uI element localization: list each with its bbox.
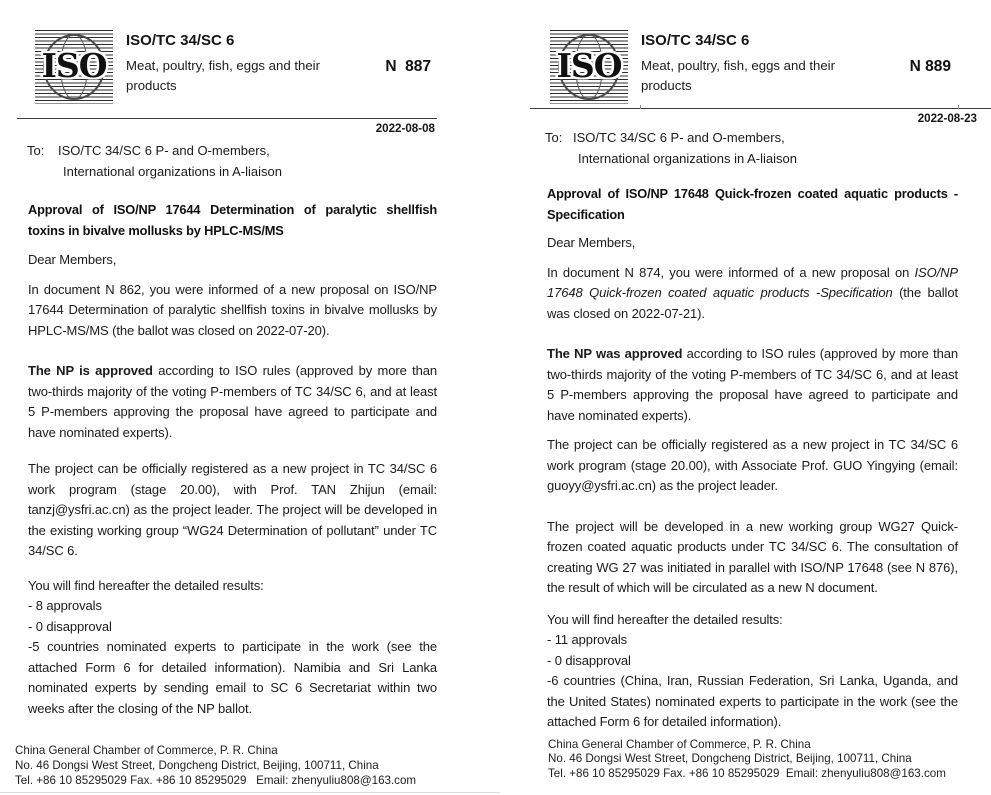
table-border-tick (640, 105, 641, 109)
results-intro: You will find hereafter the detailed results: (28, 577, 264, 593)
footer-address: No. 46 Dongsi West Street, Dongcheng District, Beijing, 100711, China (548, 752, 912, 766)
recipients-block (27, 140, 437, 182)
results-block (28, 576, 437, 720)
paragraph-project: The project can be officially registered as a new project in TC 34/SC 6 work program (stage 20.00), with Prof. TAN Zhijun (email: tanzj@ysfri.ac.cn) as the project leader. The project will be developed in the existing working group “WG24 Determination of pollutant” under TC 34/SC 6. (28, 461, 437, 558)
recipient-line: ISO/TC 34/SC 6 P- and O-members, (573, 130, 785, 145)
recipients-block (545, 127, 991, 169)
paragraph-intro (547, 263, 958, 325)
iso-logo (35, 30, 113, 104)
title-line: Specification (547, 207, 625, 222)
paragraph-approval (547, 344, 958, 426)
footer-address: No. 46 Dongsi West Street, Dongcheng District, Beijing, 100711, China (15, 758, 379, 772)
approval-bold-lead: The NP was approved (547, 346, 683, 361)
salutation: Dear Members, (547, 235, 636, 250)
document-body (547, 183, 958, 733)
result-nominations: -6 countries (China, Iran, Russian Federation, Sri Lanka, Uganda, and the United States) nominated experts to participate in the work (see the attached Form 6 for detailed information). (547, 673, 958, 729)
result-disapprovals: - 0 disapproval (547, 652, 631, 668)
paragraph-working-group: The project will be developed in a new working group WG27 Quick-frozen coated aquatic products under TC 34/SC 6. The consultation of creating WG 27 was initiated in parallel with ISO/NP 17648 (see N 876), the result of which will be circulated as a new N document. (547, 518, 958, 595)
recipient-line: ISO/TC 34/SC 6 P- and O-members, (58, 143, 270, 158)
header-rule-wrap (0, 118, 437, 119)
iso-logo-text: ISO (556, 45, 622, 85)
approval-rest: according to ISO rules (approved by more than two-thirds majority of the voting P-members of TC 34/SC 6, and at least 5 P-members approving the proposal have agreed to participate and have nominated experts). (28, 363, 438, 440)
iso-logo-text: ISO (41, 45, 107, 85)
results-intro: You will find hereafter the detailed results: (547, 611, 783, 627)
intro-italic-title: ISO/NP 17648 Quick-frozen coated aquatic products -Specification (547, 264, 958, 300)
committee-name: ISO/TC 34/SC 6 (641, 32, 750, 49)
result-disapprovals: - 0 disapproval (28, 618, 112, 634)
paragraph-approval (28, 361, 437, 443)
footer-organization: China General Chamber of Commerce, P. R. China (548, 737, 811, 751)
to-label: To: (545, 130, 563, 145)
result-approvals: - 8 approvals (28, 598, 102, 613)
document-number: N 889 (909, 58, 951, 75)
committee-scope: Meat, poultry, fish, eggs and their products (641, 58, 836, 93)
document-title (547, 183, 958, 225)
document-number: N 887 (385, 58, 431, 75)
salutation: Dear Members, (28, 252, 117, 267)
recipient-lines (573, 127, 797, 169)
document-page-n889 (530, 0, 991, 795)
committee-scope: Meat, poultry, fish, eggs and their products (126, 58, 321, 93)
title-line: Approval of ISO/NP 17644 Determination of paralytic shellfish (28, 202, 437, 217)
header-rule (530, 108, 991, 109)
paragraph-project: The project can be officially registered as a new project in TC 34/SC 6 work program (stage 20.00), with Associate Prof. GUO Yingying (email: guoyy@ysfri.ac.cn) as the project leader. (547, 437, 958, 493)
recipient-lines (58, 140, 282, 182)
footer-contact: Tel. +86 10 85295029 Fax. +86 10 85295029 Email: zhenyuliu808@163.com (15, 773, 417, 787)
document-footer (548, 738, 991, 782)
document-title (28, 199, 437, 241)
intro-pre: In document N 874, you were informed of a new proposal on (547, 264, 915, 280)
committee-name: ISO/TC 34/SC 6 (126, 32, 235, 49)
title-line: toxins in bivalve mollusks by HPLC-MS/MS (28, 223, 284, 238)
document-header (0, 30, 437, 104)
recipient-line: International organizations in A-liaison (578, 151, 797, 166)
approval-bold-lead: The NP is approved (28, 363, 153, 378)
page-bottom-edge (0, 792, 500, 793)
header-rule-wrap (530, 108, 991, 109)
header-rule (17, 118, 437, 119)
committee-block (126, 30, 331, 96)
document-date: 2022-08-23 (917, 112, 977, 125)
table-border-tick (958, 105, 959, 109)
document-body (28, 199, 437, 719)
footer-organization: China General Chamber of Commerce, P. R. China (15, 744, 278, 757)
results-block (547, 610, 958, 733)
result-approvals: - 11 approvals (547, 632, 628, 647)
committee-block (641, 30, 846, 96)
document-page-n887 (0, 0, 437, 795)
approval-rest: according to ISO rules (approved by more than two-thirds majority of the voting P-members of TC 34/SC 6, and at least 5 P-members approving the proposal have agreed to participate and have nominated experts). (547, 346, 958, 423)
paragraph-intro: In document N 862, you were informed of a new proposal on ISO/NP 17644 Determination of paralytic shellfish toxins in bivalve mollusks by HPLC-MS/MS (the ballot was closed on 2022-07-20). (28, 281, 437, 338)
iso-logo (550, 30, 628, 104)
footer-contact: Tel. +86 10 85295029 Fax. +86 10 85295029 Email: zhenyuliu808@163.com (548, 767, 946, 781)
document-footer (15, 744, 437, 788)
document-header (530, 30, 991, 104)
to-label: To: (27, 143, 45, 158)
result-nominations: -5 countries nominated experts to participate in the work (see the attached Form 6 for detailed information). Namibia and Sri Lanka nominated experts by sending email to SC 6 Secretariat within two weeks after the closing of the NP ballot. (28, 639, 437, 716)
document-date: 2022-08-08 (375, 122, 435, 135)
recipient-line: International organizations in A-liaison (63, 164, 282, 179)
title-line: Approval of ISO/NP 17648 Quick-frozen coated aquatic products - (547, 186, 958, 201)
intro-post: (the ballot was closed on 2022-07-21). (547, 285, 958, 321)
